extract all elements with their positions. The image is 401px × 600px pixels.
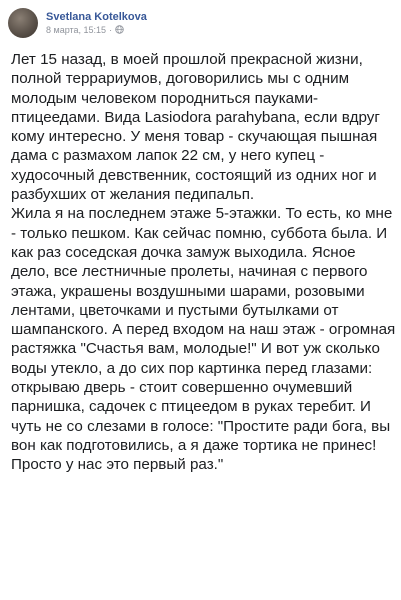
post-meta (46, 24, 147, 36)
post-paragraph: Лет 15 назад, в моей прошлой прекрасной жизни, полной террариумов, договорились мы с одним молодым человеком породниться пауками-птицеедами. Вида Lasiodora parahybana, если вдруг кому интересно. У меня товар - скучающая пышная дама с размахом лапок 22 см, у него купец - худосочный девственник, состоящий из одних ног и разбухших от желания педипальп. (11, 51, 380, 204)
post-header (8, 6, 147, 40)
meta-separator: · (109, 24, 113, 35)
post-header-text (46, 11, 147, 36)
author-name-link[interactable]: Svetlana Kotelkova (46, 10, 147, 23)
post-text (11, 50, 396, 475)
post-timestamp[interactable]: 8 марта, 15:15 (46, 24, 107, 35)
globe-icon[interactable] (115, 25, 124, 34)
author-avatar[interactable] (8, 8, 38, 38)
post-paragraph: Жила я на последнем этаже 5-этажки. То есть, ко мне - только пешком. Как сейчас помню, суббота была. И как раз соседская дочка замуж выходила. Ясное дело, все лестничные пролеты, начиная с первого этажа, украшены воздушными шарами, розовыми лентами, цветочками и пустыми бутылками от шампанского. А перед входом на наш этаж - огромная растяжка "Счастья вам, молодые!" И вот уж сколько воды утекло, а до сих пор картинка перед глазами: открываю дверь - стоит совершенно очумевший парнишка, садочек с птицеедом в руках теребит. И чуть не со слезами в голосе: "Простите ради бога, вы вон как подготовились, а я даже тортика не принес! Просто у нас это первый раз." (11, 205, 396, 474)
